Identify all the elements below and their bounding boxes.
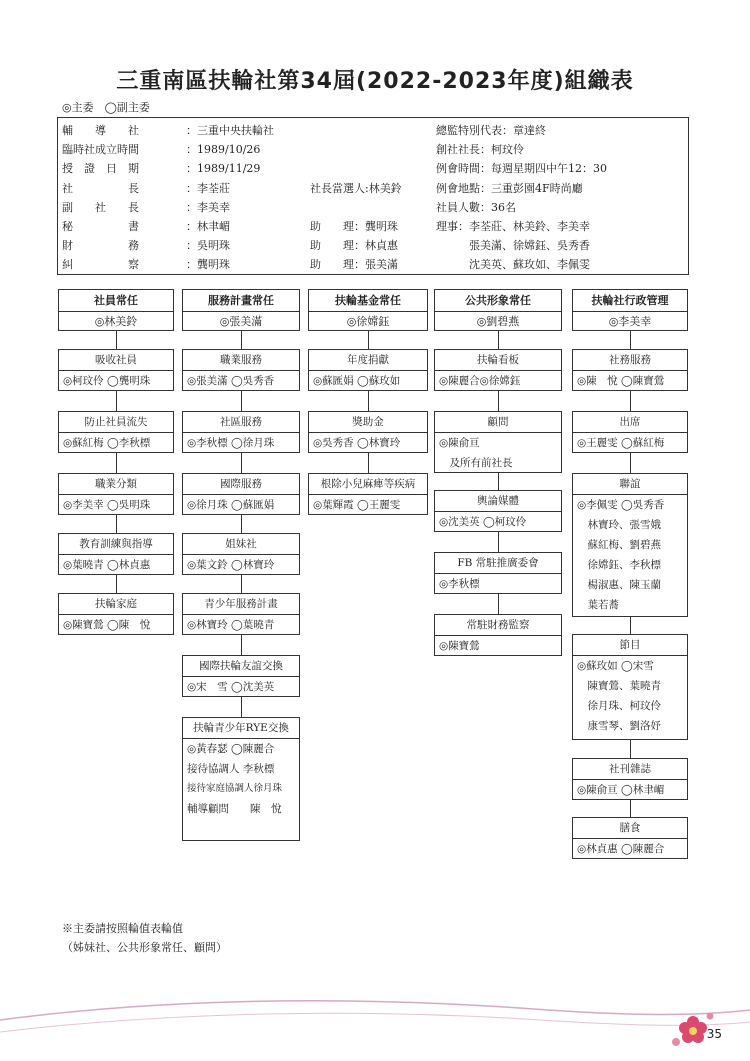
committee-chair: ◎李美幸 xyxy=(608,315,652,328)
member-line: ◎葉曉青 ◯林貞惠 xyxy=(63,559,151,571)
info-right: 例會時間：每週星期四中午12：30 xyxy=(436,162,607,176)
sub-committee-title: 吸收社員 xyxy=(59,350,173,371)
sub-committee-title: 節目 xyxy=(573,635,687,656)
sub-committee-box xyxy=(182,717,300,841)
sub-committee-title: 職業服務 xyxy=(183,350,299,371)
info-value: ：李荃莊 xyxy=(186,181,230,195)
member-line: 徐月珠、柯玟伶 xyxy=(577,700,661,712)
sub-committee-box xyxy=(434,349,562,391)
member-line: ◎宋 雪 ◯沈美英 xyxy=(187,681,275,693)
info-right: 張美滿、徐嫦鈺、吳秀香 xyxy=(436,239,590,253)
committee-title: 扶輪社行政管理 xyxy=(573,290,687,312)
member-line: ◎王麗雯 ◯蘇紅梅 xyxy=(577,437,665,449)
info-value: ：三重中央扶輪社 xyxy=(186,124,274,137)
info-label: 秘 書 xyxy=(62,220,139,233)
committee-title: 服務計畫常任 xyxy=(183,290,299,312)
member-line: ◎陳 悅 ◯陳寶鶯 xyxy=(577,375,665,387)
member-line: ◎吳秀香 ◯林寶玲 xyxy=(313,437,401,449)
info-label: 社 長 xyxy=(62,181,139,195)
member-line: ◎蘇匯娟 ◯蘇玫如 xyxy=(313,375,401,387)
sub-committee-title: 獎助金 xyxy=(309,412,427,433)
sub-committee-box xyxy=(572,817,688,859)
committee-title: 扶輪基金常任 xyxy=(309,290,427,312)
member-line: ◎徐月珠 ◯蘇匯娟 xyxy=(187,499,275,511)
member-line: 接待家庭協調人徐月珠 xyxy=(187,783,283,794)
member-line: 徐嫦鈺、李秋標 xyxy=(577,559,661,571)
committee-box xyxy=(182,289,300,331)
sub-committee-title: 根除小兒麻痺等疾病 xyxy=(309,474,427,495)
info-table xyxy=(57,117,689,275)
member-line: 輔導顧問 陳 悅 xyxy=(187,803,282,815)
sub-committee-box xyxy=(434,552,562,594)
member-line: ◎葉文鈴 ◯林寶玲 xyxy=(187,559,275,571)
committee-title: 公共形象常任 xyxy=(435,290,561,312)
info-value: ：林聿嵋 xyxy=(186,220,230,233)
info-right: 創社社長：柯玟伶 xyxy=(436,143,524,157)
footnote-line: ※主委請按照輪值表輪值 xyxy=(62,922,183,935)
sub-committee-title: 教育訓練與指導 xyxy=(59,534,173,555)
sub-committee-title: 國際服務 xyxy=(183,474,299,495)
member-line: ◎陳麗合◎徐嫦鈺 xyxy=(439,375,521,387)
member-line: ◎陳寶鶯 xyxy=(439,640,480,652)
member-line: 楊淑惠、陳玉蘭 xyxy=(577,579,661,591)
sub-committee-box xyxy=(182,349,300,391)
sub-committee-box xyxy=(572,349,688,391)
sub-committee-box xyxy=(58,349,174,391)
info-label: 財 務 xyxy=(62,239,139,253)
info-right: 沈美英、蘇玫如、李佩雯 xyxy=(436,258,590,272)
footnote xyxy=(62,919,227,957)
flower-icon xyxy=(668,1004,718,1048)
member-line: 陳寶鶯、葉曉青 xyxy=(577,680,661,692)
sub-committee-box xyxy=(182,411,300,453)
sub-committee-box xyxy=(58,533,174,575)
sub-committee-box xyxy=(434,411,562,473)
sub-committee-title: FB 常駐推廣委會 xyxy=(435,553,561,574)
sub-committee-title: 輿論媒體 xyxy=(435,491,561,512)
info-right: 例會地點：三重彭園4F時尚廳 xyxy=(436,181,583,195)
sub-committee-title: 常駐財務監察 xyxy=(435,615,561,636)
sub-committee-box xyxy=(308,411,428,453)
sub-committee-box xyxy=(182,655,300,697)
sub-committee-title: 出席 xyxy=(573,412,687,433)
sub-committee-title: 防止社員流失 xyxy=(59,412,173,433)
member-line: ◎林寶玲 ◯葉曉青 xyxy=(187,619,275,631)
committee-chair: ◎劉碧燕 xyxy=(476,315,520,328)
sub-committee-title: 職業分類 xyxy=(59,474,173,495)
page-number: 35 xyxy=(706,1027,722,1041)
sub-committee-box xyxy=(58,411,174,453)
sub-committee-title: 聯誼 xyxy=(573,474,687,495)
info-value: ：龔明珠 xyxy=(186,258,230,272)
sub-committee-box xyxy=(182,533,300,575)
committee-box xyxy=(434,289,562,331)
footnote-line: （姊妹社、公共形象常任、顧問） xyxy=(62,941,227,954)
committee-chair: ◎林美鈴 xyxy=(94,315,138,328)
sub-committee-title: 年度捐獻 xyxy=(309,350,427,371)
info-right: 總監特別代表：章達終 xyxy=(436,124,546,137)
sub-committee-title: 姐妹社 xyxy=(183,534,299,555)
member-line: ◎陳俞亘 xyxy=(439,437,480,449)
sub-committee-title: 社刊雜誌 xyxy=(573,759,687,780)
member-line: ◎葉輝霞 ◯王麗雯 xyxy=(313,499,401,511)
member-line: 康雪琴、劉洛妤 xyxy=(577,720,661,732)
info-middle: 助 理：林貞惠 xyxy=(310,239,398,253)
info-right: 社員人數：36名 xyxy=(436,200,516,214)
sub-committee-box xyxy=(182,593,300,635)
committee-chair: ◎徐嫦鈺 xyxy=(346,315,390,328)
info-middle: 社長當選人:林美鈴 xyxy=(310,181,402,195)
legend: ◎主委 ◯副主委 xyxy=(62,101,150,114)
sub-committee-title: 國際扶輪友誼交換 xyxy=(183,656,299,677)
info-value: ：1989/11/29 xyxy=(186,162,261,176)
sub-committee-box xyxy=(58,473,174,515)
member-line: 蘇紅梅、劉碧燕 xyxy=(577,539,661,551)
sub-committee-title: 扶輪青少年RYE交換 xyxy=(183,718,299,739)
info-middle: 助 理：張美滿 xyxy=(310,258,398,272)
member-line: ◎蘇紅梅 ◯李秋標 xyxy=(63,437,151,449)
member-line: 接待協調人 李秋標 xyxy=(187,763,275,775)
sub-committee-box xyxy=(308,349,428,391)
info-middle: 助 理：龔明珠 xyxy=(310,220,398,233)
info-label: 糾 察 xyxy=(62,258,139,272)
member-line: ◎陳俞亘 ◯林聿嵋 xyxy=(577,784,665,796)
sub-committee-title: 社務服務 xyxy=(573,350,687,371)
sub-committee-title: 膳食 xyxy=(573,818,687,839)
page-title: 三重南區扶輪社第34屆(2022-2023年度)組織表 xyxy=(116,69,634,94)
member-line: ◎黃春瑟 ◯陳麗合 xyxy=(187,743,275,755)
info-label: 臨時社成立時間 xyxy=(62,143,139,157)
committee-title: 社員常任 xyxy=(59,290,173,312)
committee-box xyxy=(58,289,174,331)
sub-committee-box xyxy=(572,473,688,617)
sub-committee-box xyxy=(434,614,562,656)
sub-committee-box xyxy=(308,473,428,515)
member-line: ◎李秋標 xyxy=(439,578,480,590)
member-line: ◎陳寶鶯 ◯陳 悅 xyxy=(63,619,151,631)
info-value: ：李美幸 xyxy=(186,200,230,214)
member-line: ◎蘇玫如 ◯宋雪 xyxy=(577,660,654,672)
sub-committee-title: 社區服務 xyxy=(183,412,299,433)
sub-committee-box xyxy=(572,634,688,740)
info-label: 授 證 日 期 xyxy=(62,162,139,176)
info-label: 輔 導 社 xyxy=(62,124,139,137)
committee-box xyxy=(572,289,688,331)
info-value: ：吳明珠 xyxy=(186,239,230,253)
member-line: ◎李秋標 ◯徐月珠 xyxy=(187,437,275,449)
member-line: ◎柯玟伶 ◯龔明珠 xyxy=(63,375,151,387)
sub-committee-title: 扶輪家庭 xyxy=(59,594,173,615)
decorative-waves xyxy=(0,990,750,1061)
committee-chair: ◎張美滿 xyxy=(219,315,263,328)
member-line: 林寶玲、張雪娥 xyxy=(577,519,661,531)
sub-committee-box xyxy=(434,490,562,532)
info-value: ：1989/10/26 xyxy=(186,143,261,157)
sub-committee-box xyxy=(572,411,688,453)
member-line: ◎沈美英 ◯柯玟伶 xyxy=(439,516,527,528)
member-line: ◎李美幸 ◯吳明珠 xyxy=(63,499,151,511)
member-line: ◎林貞惠 ◯陳麗合 xyxy=(577,843,665,855)
sub-committee-box xyxy=(572,758,688,800)
member-line: 及所有前社長 xyxy=(439,457,513,469)
committee-box xyxy=(308,289,428,331)
member-line: 葉若蕎 xyxy=(577,599,619,611)
member-line: ◎李佩雯 ◯吳秀香 xyxy=(577,499,665,511)
sub-committee-title: 顧問 xyxy=(435,412,561,433)
sub-committee-box xyxy=(182,473,300,515)
sub-committee-box xyxy=(58,593,174,635)
sub-committee-title: 青少年服務計畫 xyxy=(183,594,299,615)
sub-committee-title: 扶輪看板 xyxy=(435,350,561,371)
member-line: ◎張美滿 ◯吳秀香 xyxy=(187,375,275,387)
info-right: 理事：李荃莊、林美鈴、李美幸 xyxy=(436,220,590,233)
info-label: 副 社 長 xyxy=(62,200,139,214)
